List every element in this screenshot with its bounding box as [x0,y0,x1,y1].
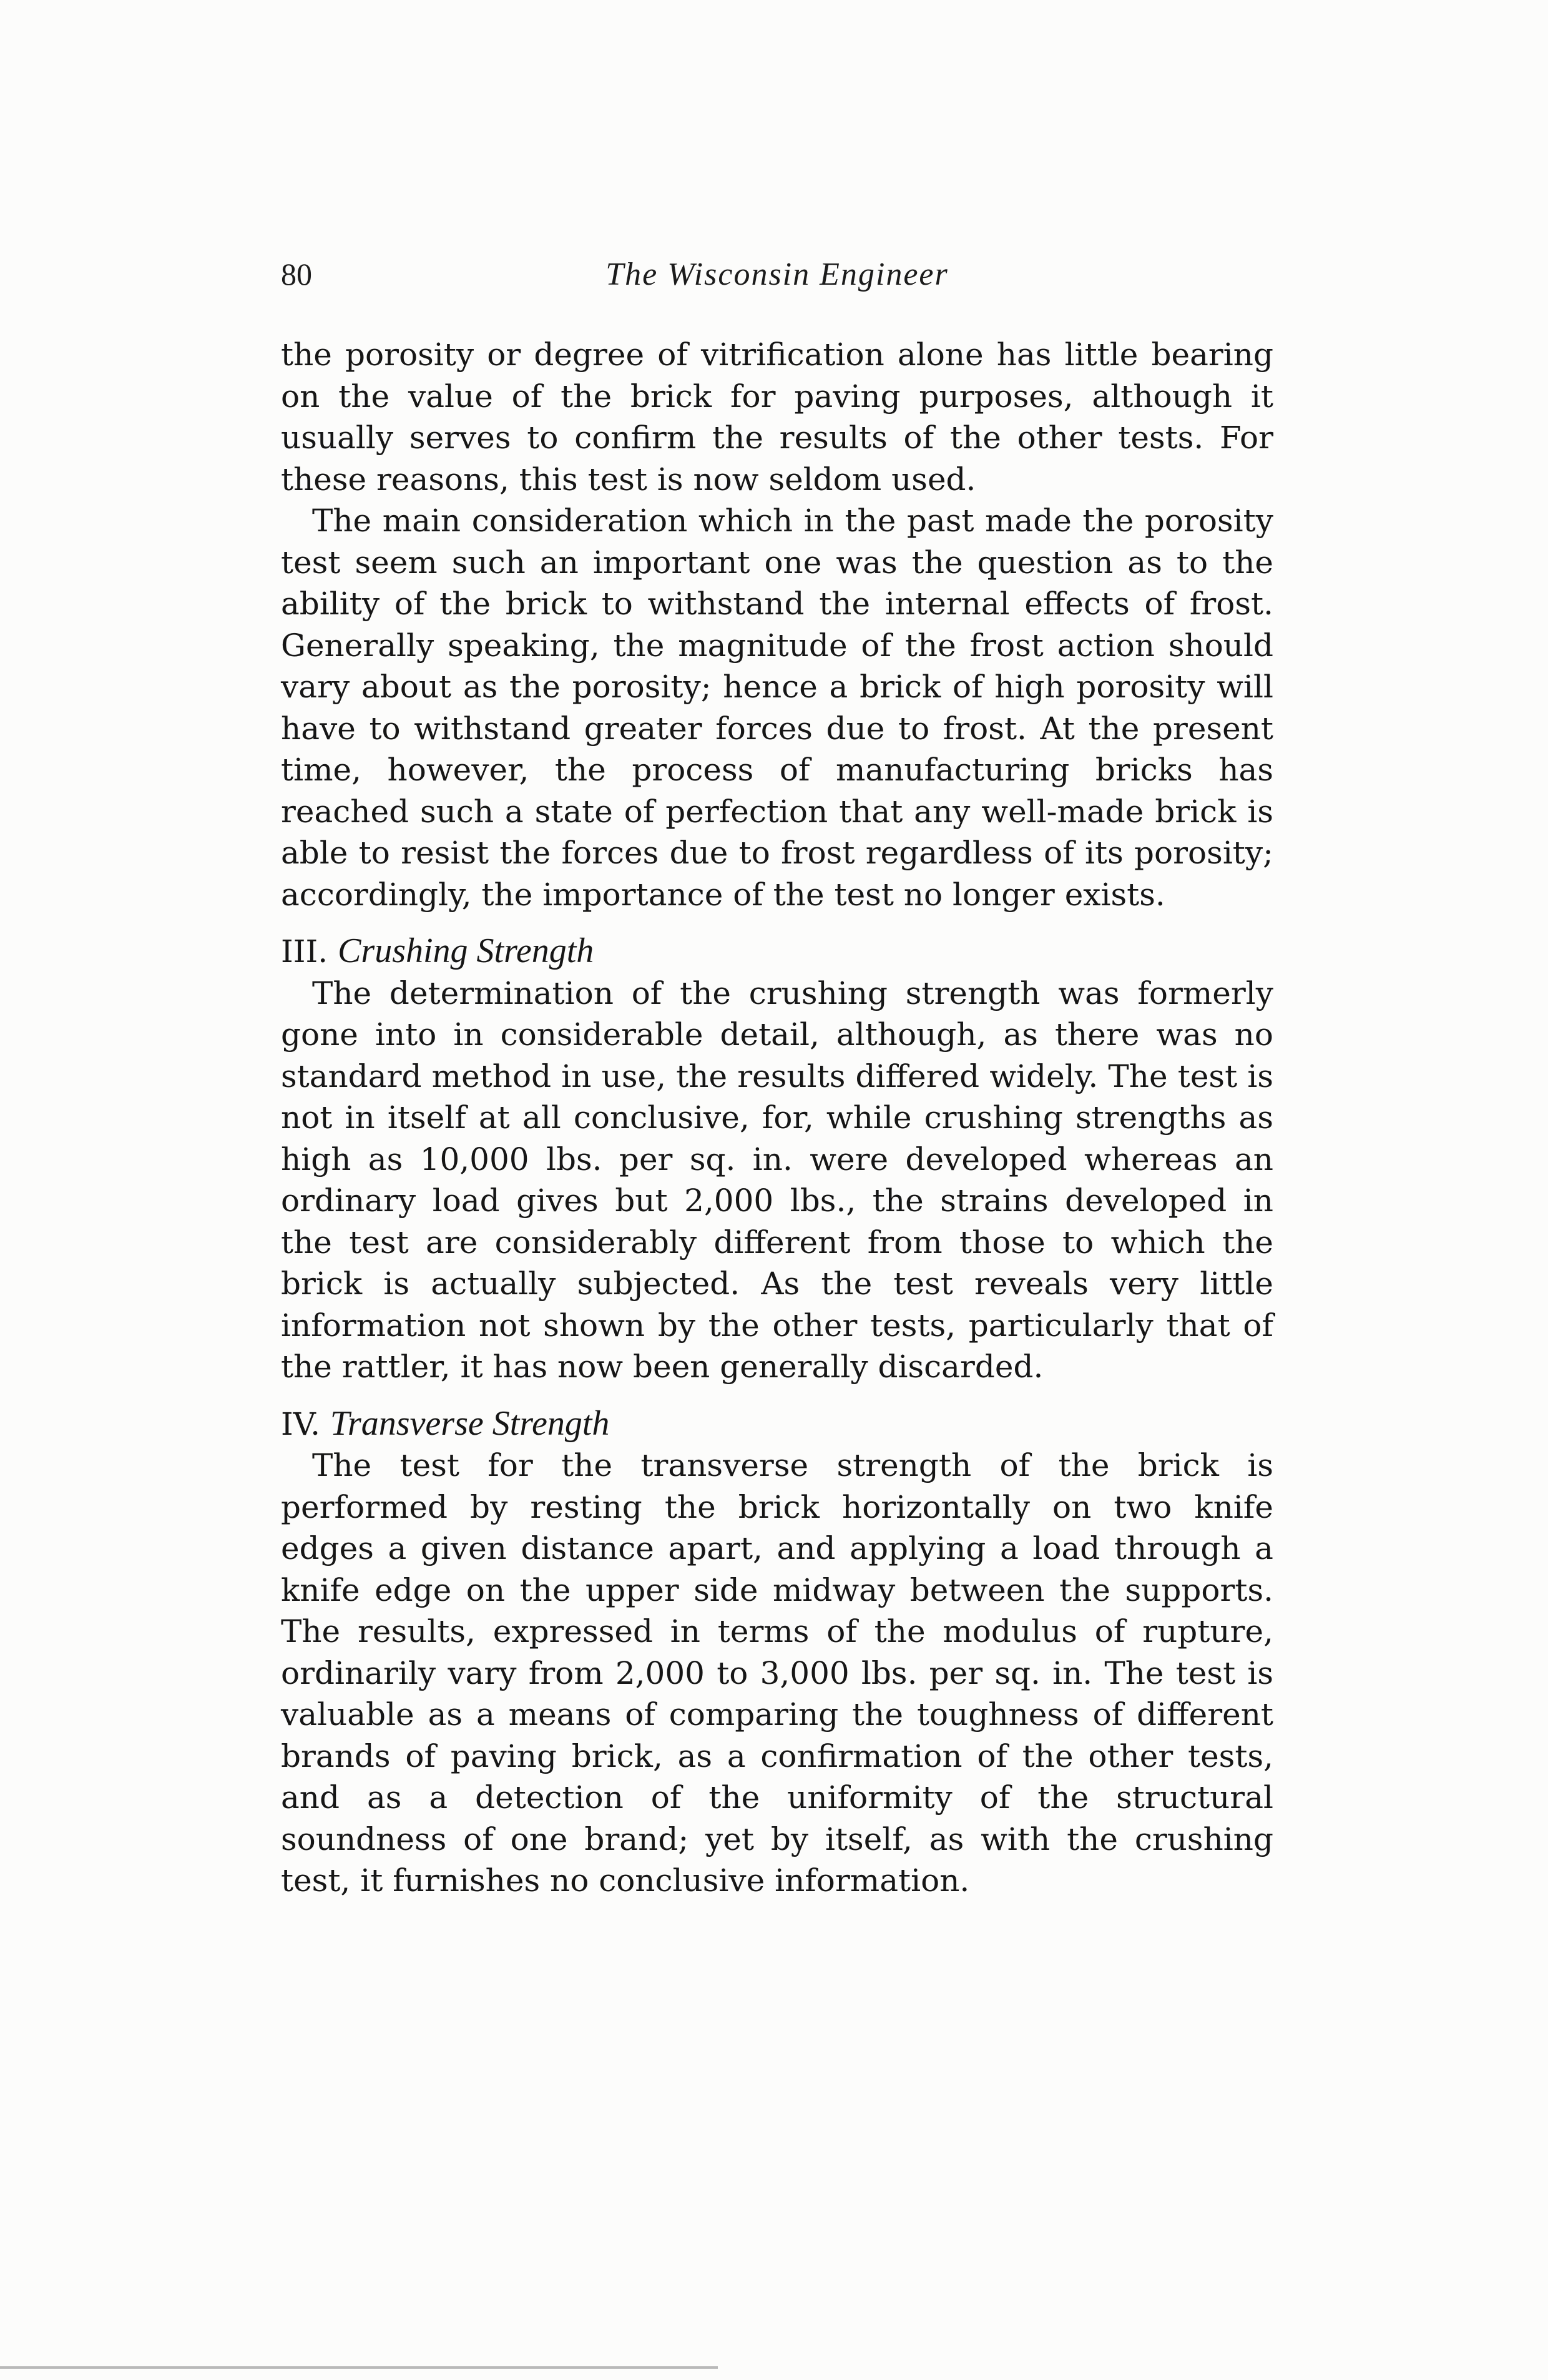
page-number: 80 [281,257,312,292]
section-heading-crushing [281,930,1273,973]
paragraph-transverse-strength: The test for the transverse strength of the brick is performed by resting the brick horizontally on two knife edges a given distance apart, and applying a load through a knife edge on the upper side midway between the supports. The results, expressed in terms of the modulus of rupture, ordinarily vary from 2,000 to 3,000 lbs. per sq. in. The test is valuable as a means of comparing the toughness of different brands of paving brick, as a confirmation of the other tests, and as a detection of the uniformity of the structural soundness of one brand; yet by itself, as with the crushing test, it furnishes no conclusive information. [281,1447,1273,1899]
section-title: Transverse Strength [330,1404,610,1443]
section-number: IV. [281,1405,321,1442]
paragraph-crushing-strength: The determination of the crushing strength was formerly gone into in considerable detail, although, as there was no standard method in use, the results differed widely. The test is not in itself at all conclusive, for, while crushing strengths as high as 10,000 lbs. per sq. in. were developed whereas an ordinary load gives but 2,000 lbs., the strains developed in the test are considerably different from those to which the brick is actually subjected. As the test reveals very little information not shown by the other tests, particularly that of the rattler, it has now been generally discarded. [281,975,1273,1385]
paragraph-porosity-continued: the porosity or degree of vitrification alone has little bearing on the value of the brick for paving purposes, although it usually serves to confirm the results of the other tests. For these reasons, this test is now seldom used. [281,337,1273,498]
paragraph-frost: The main consideration which in the past made the porosity test seem such an important one was the question as to the ability of the brick to withstand the internal effects of frost. Generally speaking, the magnitude of the frost action should vary about as the porosity; hence a brick of high porosity will have to withstand greater forces due to frost. At the present time, however, the process of manufacturing bricks has reached such a state of perfection that any well-made brick is able to resist the forces due to frost regardless of its porosity; accordingly, the importance of the test no longer exists. [281,503,1273,913]
running-title: The Wisconsin Engineer [605,257,949,292]
section-number: III. [281,933,328,970]
article-body [281,334,1273,1902]
section-title: Crushing Strength [338,932,594,970]
scan-edge-rule [0,2366,718,2369]
page-header [281,256,1273,300]
section-heading-transverse [281,1403,1273,1445]
